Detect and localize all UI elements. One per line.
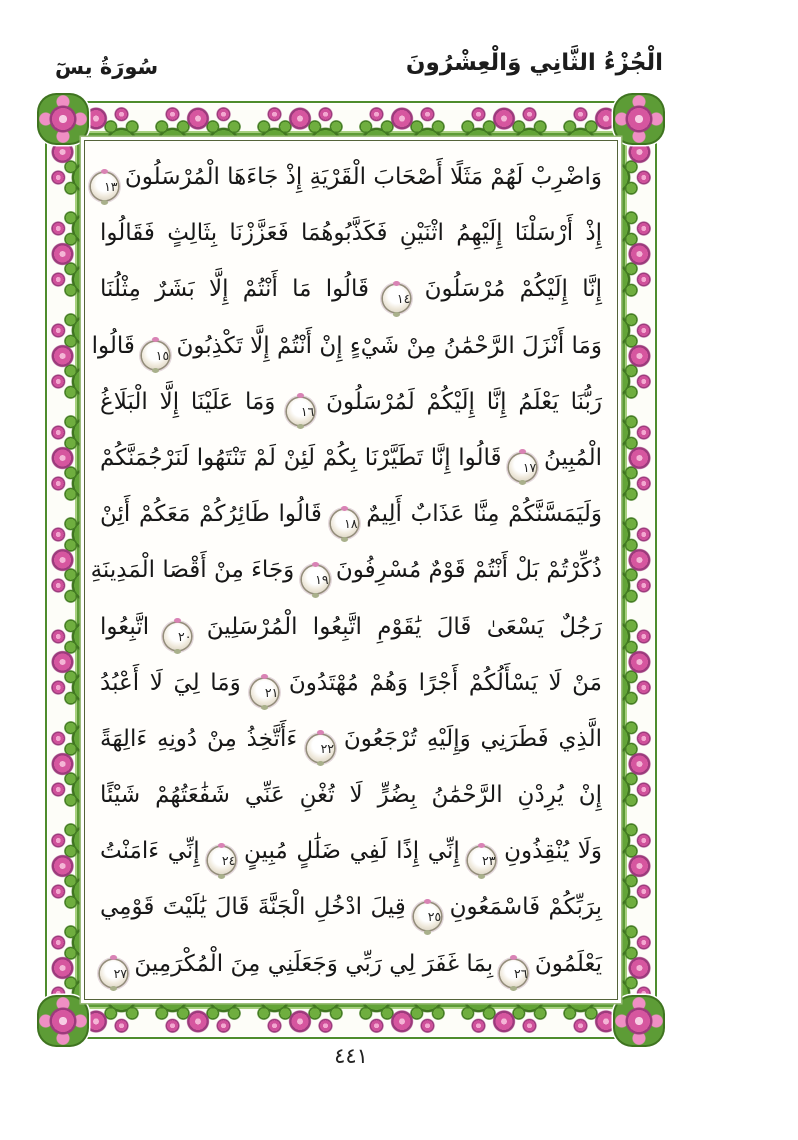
corner-flower-icon — [615, 997, 663, 1045]
ayah-text: قَالُوا طَائِرُكُمْ مَعَكُمْ أَئِنْ — [100, 501, 322, 528]
quran-line — [100, 486, 602, 542]
ornamental-frame — [45, 101, 657, 1039]
ayah-text: إِنِّي إِذًا لَفِي ضَلَٰلٍ مُبِينٍ — [244, 838, 460, 865]
ayah-text: مَنْ لَا يَسْأَلُكُمْ أَجْرًا وَهُمْ مُهْتَدُونَ — [288, 669, 602, 696]
quran-line — [90, 542, 602, 598]
ayah-text: رَبُّنَا يَعْلَمُ إِنَّا إِلَيْكُمْ لَمُرْسَلُونَ — [326, 388, 603, 415]
ayah-number: ١٥ — [155, 347, 170, 363]
ayah-number: ٢٢ — [320, 740, 335, 756]
ayah-number-marker — [208, 847, 235, 874]
ayah-number-marker — [287, 398, 314, 425]
quran-line — [100, 936, 602, 992]
quran-line — [100, 149, 602, 205]
quran-line — [91, 318, 602, 374]
ayah-number: ٢١ — [264, 684, 279, 700]
ayah-number: ١٣ — [104, 179, 118, 194]
quran-line — [100, 767, 602, 823]
ayah-number-marker — [302, 566, 329, 593]
ayah-text: قَالُوا إِنَّا تَطَيَّرْنَا بِكُمْ لَئِنْ لَمْ تَنْتَهُوا لَنَرْجُمَنَّكُمْ — [100, 444, 502, 471]
ayah-number-marker — [142, 342, 169, 369]
ayah-number: ٢٧ — [113, 965, 127, 981]
ayah-text: قَالُوا مَا أَنْتُمْ إِلَّا بَشَرٌ مِثْلُنَا — [100, 276, 370, 303]
ayah-text: وَمَا عَلَيْنَا إِلَّا الْبَلَاغُ — [100, 388, 276, 415]
quran-line — [100, 261, 602, 317]
floral-border-right — [618, 101, 657, 1039]
quran-text-box — [84, 140, 618, 1000]
ayah-text: ءَأَتَّخِذُ مِنْ دُونِهِ ءَالِهَةً — [100, 725, 298, 752]
ayah-text: وَمَا لِيَ لَا أَعْبُدُ — [100, 669, 241, 696]
ayah-text: إِنِّي ءَامَنْتُ — [100, 838, 200, 865]
ayah-number: ١٨ — [344, 516, 358, 532]
quran-line — [100, 430, 602, 486]
page-number: ٤٤١ — [334, 1044, 368, 1068]
ayah-number-marker — [251, 679, 278, 706]
quran-line — [100, 823, 602, 879]
ayah-number: ٢٣ — [481, 853, 496, 869]
ayah-number: ٢٥ — [427, 909, 442, 925]
ayah-text: إِذْ أَرْسَلْنَا إِلَيْهِمُ اثْنَيْنِ فَكَذَّبُوهُمَا فَعَزَّزْنَا بِثَالِثٍ فَقَالُوا — [100, 220, 602, 247]
ayah-number: ١٩ — [315, 572, 329, 588]
ayah-text: بِمَا غَفَرَ لِي رَبِّي وَجَعَلَنِي مِنَ الْمُكْرَمِينَ — [134, 950, 494, 977]
surah-title: سُورَةُ يسٓ — [55, 55, 159, 79]
ayah-text: إِنْ يُرِدْنِ الرَّحْمَٰنُ بِضُرٍّ لَا تُغْنِ عَنِّي شَفَٰعَتُهُمْ شَيْئًا — [100, 782, 602, 809]
quran-line — [100, 879, 602, 935]
corner-flower-icon — [615, 95, 663, 143]
ayah-text: وَاضْرِبْ لَهُمْ مَثَلًا أَصْحَابَ الْقَرْيَةِ إِذْ جَاءَهَا الْمُرْسَلُونَ — [124, 164, 602, 190]
corner-flower-icon — [39, 95, 87, 143]
ayah-text: قَالُوا — [91, 332, 135, 359]
quran-line — [100, 374, 602, 430]
ayah-number-marker — [164, 623, 191, 650]
quran-line — [100, 205, 602, 261]
floral-border-bottom — [45, 1000, 657, 1039]
ayah-number-marker — [91, 173, 118, 200]
floral-border-top — [45, 101, 657, 140]
corner-flower-icon — [39, 997, 87, 1045]
quran-lines — [90, 149, 603, 992]
ayah-text: وَلَا يُنْقِذُونِ — [504, 838, 603, 865]
ayah-number-marker — [500, 960, 527, 987]
ayah-number: ١٦ — [300, 403, 315, 419]
floral-border-left — [45, 101, 84, 1039]
ayah-number: ٢٦ — [514, 965, 528, 981]
ayah-text: وَمَا أَنْزَلَ الرَّحْمَٰنُ مِنْ شَيْءٍ إِنْ أَنْتُمْ إِلَّا تَكْذِبُونَ — [176, 332, 602, 359]
ayah-number: ١٤ — [396, 291, 411, 307]
ayah-text: الْمُبِينُ — [543, 444, 603, 471]
ayah-number-marker — [307, 735, 334, 762]
ayah-text: إِنَّا إِلَيْكُمْ مُرْسَلُونَ — [424, 276, 603, 303]
juz-title: الْجُزْءُ الثَّانِي وَالْعِشْرُونَ — [405, 50, 663, 76]
ayah-number-marker — [331, 510, 358, 537]
ayah-text: يَعْلَمُونَ — [534, 950, 602, 977]
ayah-text: ذُكِّرْتُمْ بَلْ أَنْتُمْ قَوْمٌ مُسْرِفُونَ — [335, 557, 602, 584]
ayah-number: ٢٠ — [178, 628, 192, 644]
ayah-text: الَّذِي فَطَرَنِي وَإِلَيْهِ تُرْجَعُونَ — [343, 725, 602, 752]
ayah-number: ١٧ — [522, 459, 537, 475]
ayah-text: اتَّبِعُوا — [100, 613, 150, 640]
quran-line — [100, 655, 602, 711]
ayah-number-marker — [383, 285, 410, 312]
ayah-number-marker — [468, 847, 495, 874]
ayah-number-marker — [414, 903, 441, 930]
ayah-text: رَجُلٌ يَسْعَىٰ قَالَ يَٰقَوْمِ اتَّبِعُوا الْمُرْسَلِينَ — [206, 613, 602, 640]
ayah-text: قِيلَ ادْخُلِ الْجَنَّةَ قَالَ يَٰلَيْتَ قَوْمِي — [100, 894, 406, 921]
ayah-text: وَجَاءَ مِنْ أَقْصَا الْمَدِينَةِ — [90, 557, 295, 584]
ayah-number-marker — [100, 960, 127, 987]
ayah-text: وَلَيَمَسَّنَّكُمْ مِنَّا عَذَابٌ أَلِيمٌ — [366, 501, 602, 528]
ayah-text: بِرَبِّكُمْ فَاسْمَعُونِ — [449, 894, 603, 921]
ayah-number: ٢٤ — [221, 853, 236, 869]
quran-line — [100, 599, 602, 655]
ayah-number-marker — [509, 454, 536, 481]
quran-line — [100, 711, 602, 767]
